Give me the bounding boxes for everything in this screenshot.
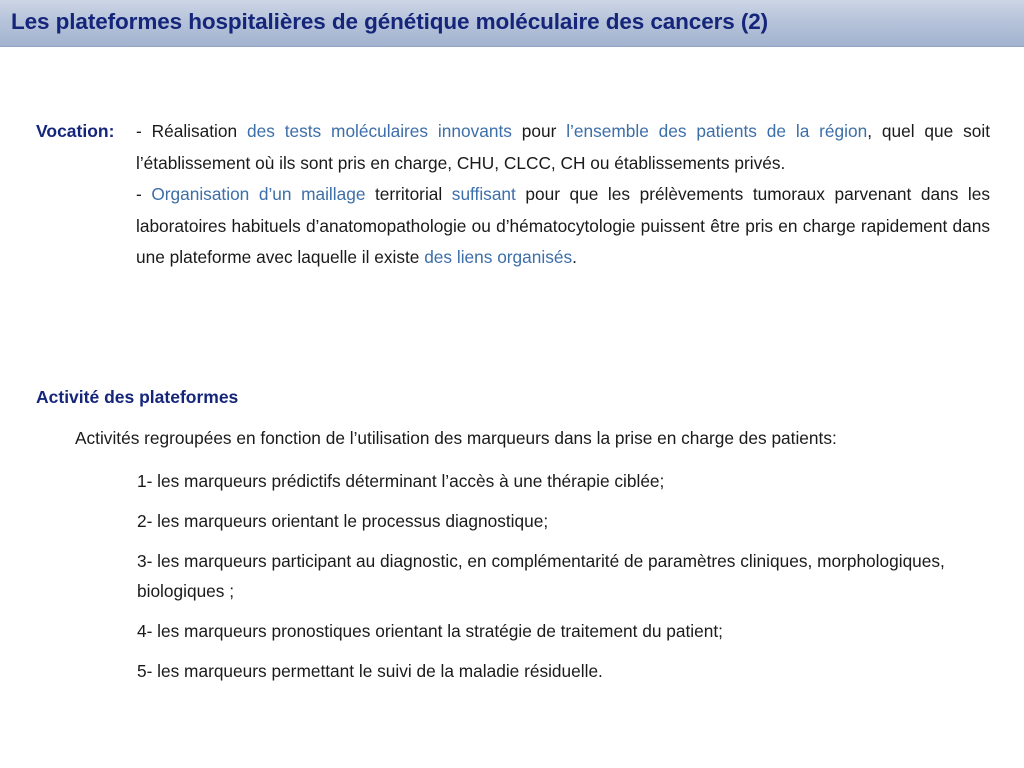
marker-item-3: 3- les marqueurs participant au diagnostic, en complémentarité de paramètres cliniques, morphologiques, biologiques ; <box>137 551 945 601</box>
vocation-p1-text-2: pour <box>511 121 567 141</box>
activity-heading: Activité des plateformes <box>36 387 239 407</box>
slide-title: Les plateformes hospitalières de génétique moléculaire des cancers (2) <box>11 9 769 34</box>
vocation-p2-text-4: . <box>572 247 577 267</box>
vocation-body <box>136 116 990 274</box>
marker-item-2: 2- les marqueurs orientant le processus diagnostique; <box>137 511 549 531</box>
vocation-paragraph-1 <box>136 116 990 179</box>
vocation-p1-highlight-1: des tests moléculaires innovants <box>246 121 512 141</box>
vocation-p2-highlight-1: Organisation d’un maillage <box>151 184 366 204</box>
marker-item-1: 1- les marqueurs prédictifs déterminant l’accès à une thérapie ciblée; <box>137 471 665 491</box>
activity-intro: Activités regroupées en fonction de l’utilisation des marqueurs dans la prise en charge des patients: <box>75 428 837 448</box>
vocation-p1-text-3: , quel que soit l’établissement où ils sont pris en charge, CHU, CLCC, CH ou établissements privés. <box>136 121 990 173</box>
marker-list <box>137 466 987 696</box>
vocation-p1-text-1: - Réalisation <box>136 121 247 141</box>
vocation-label: Vocation: <box>36 121 115 141</box>
vocation-p2-highlight-3: des liens organisés <box>424 247 573 267</box>
vocation-p2-highlight-2: suffisant <box>451 184 516 204</box>
marker-item-4: 4- les marqueurs pronostiques orientant la stratégie de traitement du patient; <box>137 621 723 641</box>
vocation-p2-text-2: territorial <box>365 184 452 204</box>
vocation-p1-highlight-2: l’ensemble des patients de la région <box>566 121 868 141</box>
vocation-paragraph-2 <box>136 179 990 274</box>
slide-title-bar <box>0 0 1024 47</box>
vocation-p2-text-3: pour que les prélèvements tumoraux parvenant dans les laboratoires habituels d’anatomopathologie ou d’hématocytologie puissent être pris en charge rapidement dans une plateforme avec laquelle il existe <box>136 184 991 267</box>
vocation-p2-text-1: - <box>136 184 152 204</box>
marker-item-5: 5- les marqueurs permettant le suivi de la maladie résiduelle. <box>137 661 603 681</box>
